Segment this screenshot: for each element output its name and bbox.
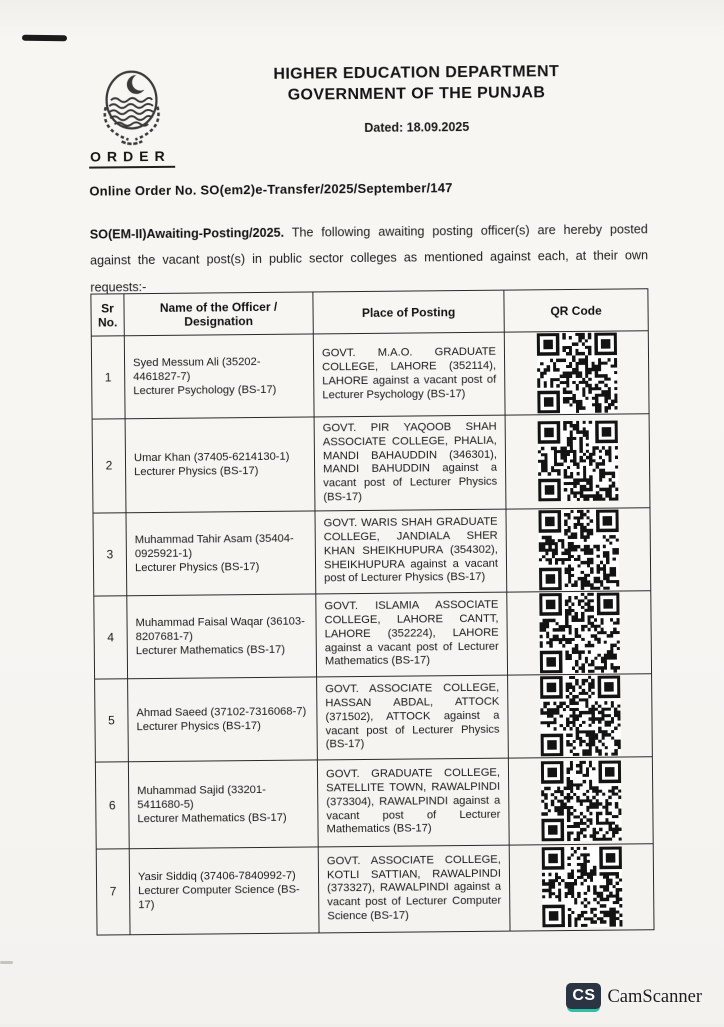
qr-cell: [505, 414, 650, 509]
officer-designation: Lecturer Mathematics (BS-17): [137, 811, 287, 825]
officer-designation: Lecturer Physics (BS-17): [134, 560, 260, 574]
posting-cell: GOVT. WARIS SHAH GRADUATE COLLEGE, JANDIALA SHER KHAN SHEIKHUPURA (354302), SHEIKHUPURA against a vacant post of Lecturer Physics (BS-17): [315, 509, 507, 594]
sr-cell: 3: [93, 513, 127, 596]
officer-designation: Lecturer Psychology (BS-17): [133, 383, 277, 398]
officer-name: Yasir Siddiq (37406-7840992-7): [137, 869, 296, 884]
qr-cell: [506, 508, 651, 592]
order-reference: SO(EM-II)Awaiting-Posting/2025.: [89, 225, 285, 242]
sr-cell: 7: [96, 849, 130, 935]
officer-name: Muhammad Sajid (33201-5411680-5): [137, 783, 266, 811]
posting-cell: GOVT. ISLAMIA ASSOCIATE COLLEGE, LAHORE CANTT, LAHORE (352224), LAHORE against a vacant post of Lecturer Mathematics (BS-17): [316, 592, 508, 677]
table-row: [92, 414, 650, 513]
officer-cell: [128, 677, 318, 762]
camscanner-icon: [566, 983, 601, 1012]
officer-name: Syed Messum Ali (35202-4461827-7): [132, 355, 261, 384]
table-row: [91, 331, 649, 419]
qr-code: [538, 509, 619, 590]
postings-table: [90, 288, 654, 935]
posting-cell: GOVT. PIR YAQOOB SHAH ASSOCIATE COLLEGE, PHALIA, MANDI BAHAUDDIN (346301), MANDI BAHUDDIN against a vacant post of Lecturer Physics (BS-17): [314, 415, 506, 511]
sr-cell: 5: [95, 679, 129, 762]
header-qr-code: QR Code: [504, 289, 648, 332]
officer-cell: [126, 511, 316, 596]
qr-cell: [504, 331, 649, 415]
sr-cell: 6: [95, 762, 129, 849]
qr-cell: [508, 757, 653, 845]
officer-cell: [127, 594, 317, 679]
camscanner-label: CamScanner: [607, 987, 702, 1007]
posting-cell: GOVT. ASSOCIATE COLLEGE, HASSAN ABDAL, ATTOCK (371502), ATTOCK against a vacant post of Lecturer Physics (BS-17): [317, 675, 509, 760]
order-intro-text: The following awaiting posting officer(s) are hereby posted against the vacant post(s) in public sector colleges as mentioned against each, at their own requests:-: [89, 221, 649, 295]
table-row: [95, 757, 653, 849]
officer-name: Muhammad Tahir Asam (35404-0925921-1): [134, 532, 294, 560]
order-intro-paragraph: [90, 216, 649, 301]
table-row: [93, 508, 651, 596]
dated-line: Dated: 18.09.2025: [364, 119, 470, 135]
officer-cell: [124, 334, 314, 419]
qr-cell: [507, 591, 652, 675]
qr-cell: [508, 674, 653, 758]
officer-designation: Lecturer Computer Science (BS-17): [138, 883, 300, 912]
header-officer-name: Name of the Officer / Designation: [124, 292, 313, 336]
posting-cell: GOVT. GRADUATE COLLEGE, SATELLITE TOWN, RAWALPINDI (373304), RAWALPINDI against a vacant post of Lecturer Mathematics (BS-17): [317, 758, 509, 847]
table-row: [94, 591, 652, 679]
officer-cell: [128, 760, 318, 849]
officer-name: Ahmad Saeed (37102-7316068-7): [136, 705, 307, 719]
sr-cell: 1: [91, 336, 125, 419]
table-header-row: [91, 289, 648, 336]
online-order-number: Online Order No. SO(em2)e-Transfer/2025/September/147: [89, 180, 453, 199]
officer-designation: Lecturer Physics (BS-17): [136, 719, 261, 733]
camscanner-watermark: [566, 983, 702, 1012]
table-row: [96, 844, 654, 935]
qr-cell: [509, 844, 654, 931]
sr-cell: 4: [94, 596, 128, 679]
qr-code: [537, 421, 618, 502]
qr-code: [539, 592, 620, 673]
qr-code: [541, 847, 622, 928]
department-title: HIGHER EDUCATION DEPARTMENT: [273, 63, 560, 83]
qr-code: [536, 333, 617, 414]
posting-cell: GOVT. ASSOCIATE COLLEGE, KOTLI SATTIAN, RAWALPINDI (373327), RAWALPINDI against a vacant post of Lecturer Computer Science (BS-17): [318, 845, 510, 933]
header-sr-no: Sr No.: [91, 294, 124, 336]
qr-code: [540, 675, 621, 756]
officer-name: Muhammad Faisal Waqar (36103-8207681-7): [135, 615, 305, 643]
officer-designation: Lecturer Physics (BS-17): [134, 465, 259, 479]
government-title: GOVERNMENT OF THE PUNJAB: [287, 84, 546, 104]
officer-cell: [129, 847, 319, 935]
qr-code: [540, 760, 621, 841]
punjab-government-crest-logo: [88, 62, 175, 155]
camscanner-icon-cs-label: CS: [566, 983, 601, 1009]
order-heading: ORDER: [89, 148, 175, 169]
officer-cell: [125, 417, 315, 513]
header-place-of-posting: Place of Posting: [313, 290, 504, 334]
table-row: [95, 674, 653, 762]
officer-designation: Lecturer Mathematics (BS-17): [135, 643, 286, 657]
posting-cell: GOVT. M.A.O. GRADUATE COLLEGE, LAHORE (352114), LAHORE against a vacant post of Lecturer Psychology (BS-17): [313, 332, 505, 417]
officer-name: Umar Khan (37405-6214130-1): [133, 451, 290, 465]
sr-cell: 2: [92, 419, 126, 513]
letterhead: [176, 60, 657, 137]
